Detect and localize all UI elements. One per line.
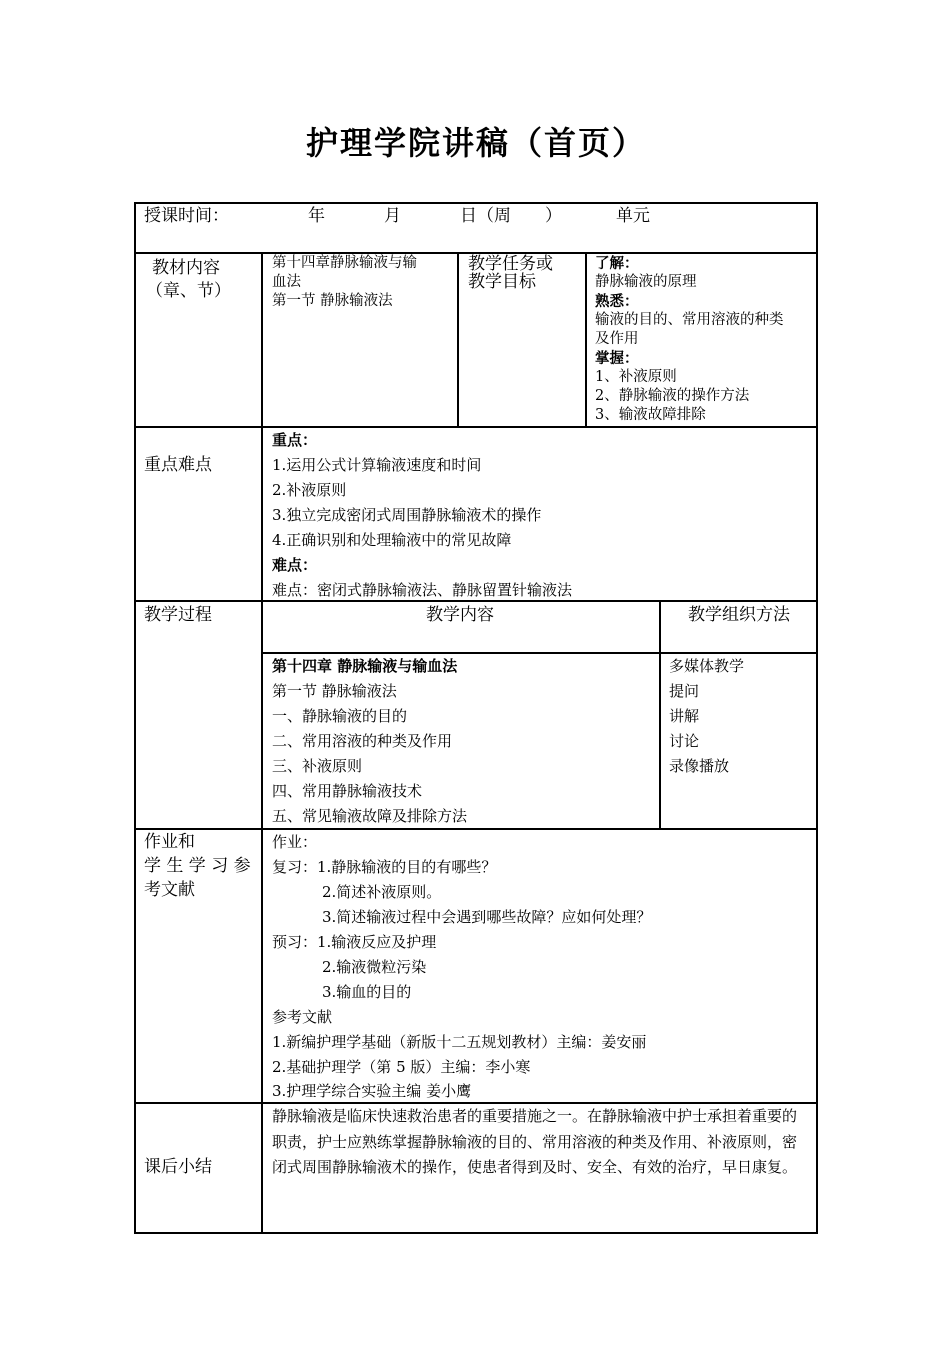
homework-label: 作业和 [144, 832, 195, 852]
table-border [134, 1232, 818, 1234]
method-item: 提问 [669, 682, 700, 700]
homework-line: 2.简述补液原则。 [322, 883, 442, 901]
key-label: 重点： [272, 431, 318, 449]
homework-line: 参考文献 [272, 1008, 333, 1026]
summary-text: 静脉输液是临床快速救治患者的重要措施之一。在静脉输液中护士承担着重要的职责，护士应熟练掌握静脉输液的目的、常用溶液的种类及作用、补液原则，密闭式周围静脉输液术的操作，使患者得到及时、安全、有效的治疗，早日康复。 [272, 1107, 798, 1176]
reference-item: 3.护理学综合实验主编 姜小鹰 [272, 1082, 472, 1100]
lecture-table [134, 202, 818, 1234]
column-divider [659, 600, 661, 828]
method-header: 教学组织方法 [688, 605, 790, 625]
reference-item: 2.基础护理学（第 5 版）主编：李小寒 [272, 1058, 531, 1076]
homework-line: 预习：1.输液反应及护理 [272, 933, 437, 951]
teaching-time-label: 授课时间： [144, 206, 229, 226]
content-item: 三、补液原则 [272, 757, 363, 775]
objective-item: 3、输液故障排除 [595, 407, 706, 423]
task-label: 教学目标 [468, 272, 536, 292]
column-divider [457, 252, 459, 426]
content-item: 四、常用静脉输液技术 [272, 782, 423, 800]
homework-line: 作业： [272, 833, 318, 851]
understand-label: 了解： [595, 255, 639, 272]
familiar-label: 熟悉： [595, 293, 639, 310]
unit-label: 单元 [616, 206, 650, 226]
content-header: 教学内容 [426, 605, 494, 625]
column-divider [261, 252, 263, 1234]
key-item: 2.补液原则 [272, 481, 347, 499]
method-item: 讲解 [669, 707, 700, 725]
material-label-sub: （章、节） [146, 281, 231, 301]
content-item: 五、常见输液故障及排除方法 [272, 807, 468, 825]
content-item: 第一节 静脉输液法 [272, 682, 397, 700]
homework-label: 学 生 学 习 参 [144, 856, 251, 876]
difficult-text: 难点：密闭式静脉输液法、静脉留置针输液法 [272, 581, 573, 599]
summary-label: 课后小结 [144, 1157, 212, 1177]
content-item: 二、常用溶液的种类及作用 [272, 732, 453, 750]
method-item: 讨论 [669, 732, 700, 750]
task-label: 教学任务或 [468, 254, 553, 274]
day-week-label: 日（周 ） [460, 206, 562, 226]
reference-item: 1.新编护理学基础（新版十二五规划教材）主编：姜安丽 [272, 1033, 647, 1051]
method-item: 录像播放 [669, 757, 730, 775]
row-divider [134, 426, 818, 428]
content-item: 一、静脉输液的目的 [272, 707, 408, 725]
objective-item: 1、补液原则 [595, 369, 677, 385]
objective-item: 及作用 [595, 331, 639, 347]
key-item: 1.运用公式计算输液速度和时间 [272, 456, 482, 474]
master-label: 掌握： [595, 350, 639, 367]
year-label: 年 [308, 206, 325, 226]
column-divider [585, 252, 587, 426]
material-label: 教材内容 [152, 258, 220, 278]
difficult-label: 难点： [272, 556, 318, 574]
chapter-text: 血法 [272, 274, 301, 290]
page-title: 护理学院讲稿（首页） [305, 124, 646, 162]
objective-item: 2、静脉输液的操作方法 [595, 388, 750, 404]
key-points-label: 重点难点 [144, 455, 212, 475]
objective-item: 静脉输液的原理 [595, 274, 697, 290]
homework-label: 考文献 [144, 880, 195, 900]
key-item: 3.独立完成密闭式周围静脉输液术的操作 [272, 506, 542, 524]
row-divider [134, 828, 818, 830]
table-border [134, 202, 818, 204]
homework-line: 3.简述输液过程中会遇到哪些故障？应如何处理？ [322, 908, 652, 926]
homework-line: 3.输血的目的 [322, 983, 412, 1001]
chapter-text: 第十四章静脉输液与输 [272, 255, 417, 271]
method-item: 多媒体教学 [669, 657, 745, 675]
process-label: 教学过程 [144, 605, 212, 625]
table-border [816, 202, 818, 1234]
key-item: 4.正确识别和处理输液中的常见故障 [272, 531, 512, 549]
homework-line: 2.输液微粒污染 [322, 958, 427, 976]
month-label: 月 [384, 206, 401, 226]
content-title: 第十四章 静脉输液与输血法 [272, 657, 458, 675]
homework-line: 复习：1.静脉输液的目的有哪些？ [272, 858, 497, 876]
table-border [134, 202, 136, 1234]
section-text: 第一节 静脉输液法 [272, 293, 393, 309]
objective-item: 输液的目的、常用溶液的种类 [595, 312, 784, 328]
